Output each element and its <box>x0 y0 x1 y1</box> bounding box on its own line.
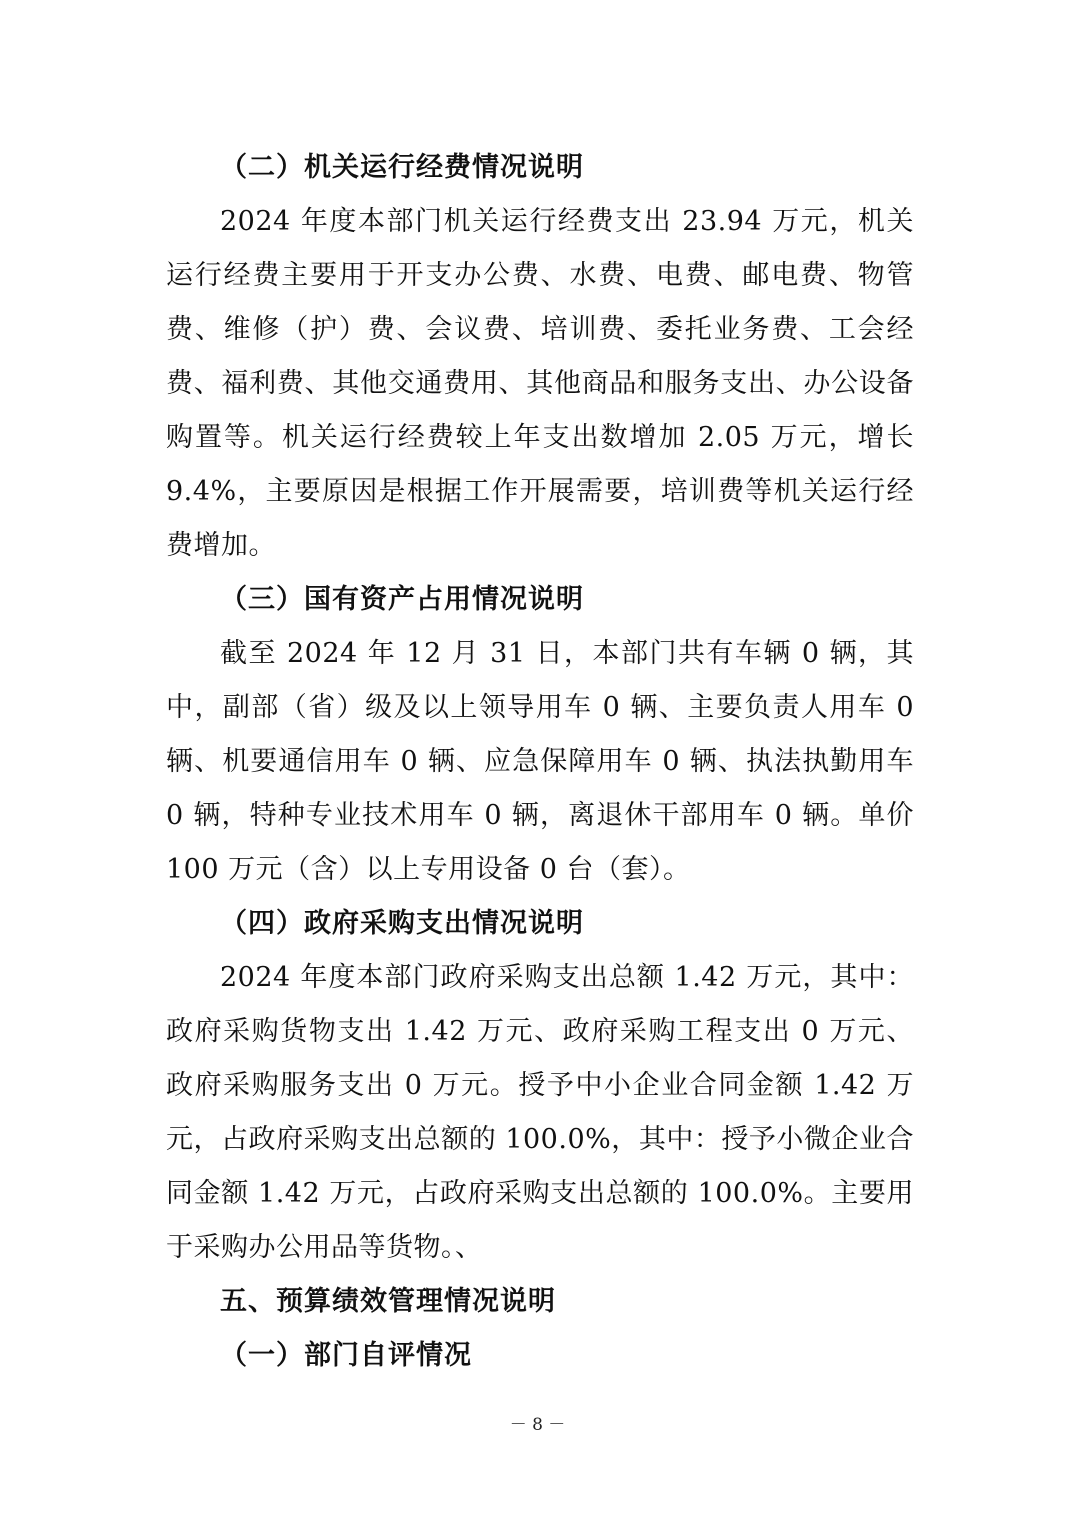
page-number: － 8 － <box>509 1415 566 1435</box>
sub-heading-self-evaluation: （一）部门自评情况 <box>220 1340 472 1371</box>
section-heading-state-assets: （三）国有资产占用情况说明 <box>220 584 584 615</box>
chapter-heading-performance: 五、预算绩效管理情况说明 <box>220 1286 556 1317</box>
section-body-procurement: 2024 年度本部门政府采购支出总额 1.42 万元，其中：政府采购货物支出 1.42 万元、政府采购工程支出 0 万元、政府采购服务支出 0 万元。授予中小企业合同金额 1.42 万元，占政府采购支出总额的 100.0%，其中：授予小微企业合同金额 1.42 万元，占政府采购支出总额的 100.0%。主要用于采购办公用品等货物。、 <box>166 962 914 1263</box>
section-heading-operating-funds: （二）机关运行经费情况说明 <box>220 152 584 183</box>
section-heading-procurement: （四）政府采购支出情况说明 <box>220 908 584 939</box>
document-body <box>166 141 914 1383</box>
section-body-state-assets: 截至 2024 年 12 月 31 日，本部门共有车辆 0 辆，其中，副部（省）级及以上领导用车 0 辆、主要负责人用车 0 辆、机要通信用车 0 辆、应急保障用车 0 辆、执法执勤用车 0 辆，特种专业技术用车 0 辆，离退休干部用车 0 辆。单价 100 万元（含）以上专用设备 0 台（套）。 <box>166 638 914 885</box>
section-body-operating-funds: 2024 年度本部门机关运行经费支出 23.94 万元，机关运行经费主要用于开支办公费、水费、电费、邮电费、物管费、维修（护）费、会议费、培训费、委托业务费、工会经费、福利费、其他交通费用、其他商品和服务支出、办公设备购置等。机关运行经费较上年支出数增加 2.05 万元，增长 9.4%，主要原因是根据工作开展需要，培训费等机关运行经费增加。 <box>166 206 914 561</box>
